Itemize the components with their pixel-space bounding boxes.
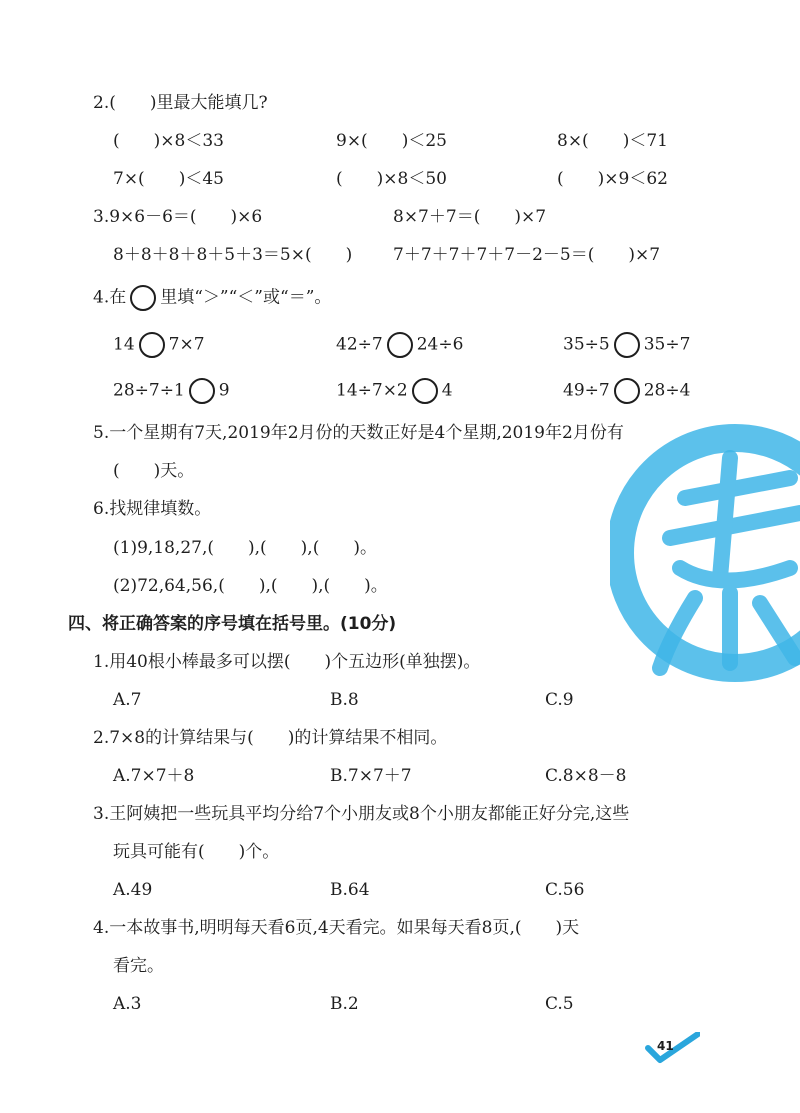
q4-right: 9 (218, 380, 230, 401)
mc-option: C.9 (545, 690, 574, 710)
q4-left: 14÷7×2 (336, 380, 408, 401)
q2-title: 2.( )里最大能填几? (93, 93, 268, 113)
q6-title: 6.找规律填数。 (93, 499, 212, 519)
q4-item (113, 378, 230, 404)
compare-circle-icon[interactable] (387, 332, 413, 358)
compare-circle-icon[interactable] (614, 332, 640, 358)
q4-title (93, 285, 331, 311)
mc-option: B.7×7＋7 (330, 766, 412, 786)
q4-title-post: 里填“＞”“＜”或“＝”。 (160, 287, 332, 308)
q2-item: ( )×8＜33 (113, 131, 224, 151)
q2-item: 8×( )＜71 (557, 131, 668, 151)
q5-text-line1: 5.一个星期有7天,2019年2月份的天数正好是4个星期,2019年2月份有 (93, 423, 624, 443)
q4-right: 7×7 (168, 334, 205, 355)
mc-question: 1.用40根小棒最多可以摆( )个五边形(单独摆)。 (93, 652, 481, 672)
q4-right: 28÷4 (643, 380, 691, 401)
q5-text-line2: ( )天。 (113, 461, 195, 481)
q2-item: 9×( )＜25 (336, 131, 447, 151)
mc-question-cont: 玩具可能有( )个。 (113, 842, 280, 862)
mc-option: B.64 (330, 880, 370, 900)
q4-left: 42÷7 (336, 334, 383, 355)
q2-item: ( )×9＜62 (557, 169, 668, 189)
q2-item: ( )×8＜50 (336, 169, 447, 189)
q4-left: 14 (113, 334, 135, 355)
mc-option: A.3 (113, 994, 142, 1014)
compare-circle-icon[interactable] (189, 378, 215, 404)
mc-option: C.56 (545, 880, 585, 900)
q4-item (113, 332, 205, 358)
q4-left: 35÷5 (563, 334, 610, 355)
q4-left: 28÷7÷1 (113, 380, 185, 401)
compare-circle-icon (130, 285, 156, 311)
compare-circle-icon[interactable] (614, 378, 640, 404)
q4-item (336, 378, 453, 404)
q4-title-pre: 4.在 (93, 287, 127, 308)
mc-question: 2.7×8的计算结果与( )的计算结果不相同。 (93, 728, 448, 748)
q4-left: 49÷7 (563, 380, 610, 401)
mc-question: 4.一本故事书,明明每天看6页,4天看完。如果每天看8页,( )天 (93, 918, 580, 938)
q3-item: 7＋7＋7＋7＋7－2－5＝( )×7 (393, 245, 661, 265)
mc-option: B.2 (330, 994, 359, 1014)
q4-item (563, 378, 690, 404)
compare-circle-icon[interactable] (412, 378, 438, 404)
q4-right: 24÷6 (416, 334, 464, 355)
mc-option: C.5 (545, 994, 574, 1014)
mc-option: C.8×8－8 (545, 766, 627, 786)
page-number: 41 (657, 1039, 674, 1053)
q4-item (336, 332, 463, 358)
q2-item: 7×( )＜45 (113, 169, 224, 189)
compare-circle-icon[interactable] (139, 332, 165, 358)
mc-question-cont: 看完。 (113, 956, 164, 976)
section4-heading: 四、将正确答案的序号填在括号里。(10分) (68, 614, 397, 634)
mc-option: B.8 (330, 690, 359, 710)
mc-option: A.7 (113, 690, 142, 710)
q3-item: 8＋8＋8＋8＋5＋3＝5×( ) (113, 245, 353, 265)
mc-option: A.7×7＋8 (113, 766, 195, 786)
mc-question: 3.王阿姨把一些玩具平均分给7个小朋友或8个小朋友都能正好分完,这些 (93, 804, 630, 824)
q4-right: 35÷7 (643, 334, 691, 355)
q4-right: 4 (441, 380, 453, 401)
mc-option: A.49 (113, 880, 153, 900)
q3-item: 3.9×6－6＝( )×6 (93, 207, 263, 227)
q6-sequence-2: (2)72,64,56,( ),( ),( )。 (113, 576, 388, 596)
q3-item: 8×7＋7＝( )×7 (393, 207, 547, 227)
watermark-stamp-icon (610, 418, 800, 688)
q4-item (563, 332, 690, 358)
q6-sequence-1: (1)9,18,27,( ),( ),( )。 (113, 538, 377, 558)
